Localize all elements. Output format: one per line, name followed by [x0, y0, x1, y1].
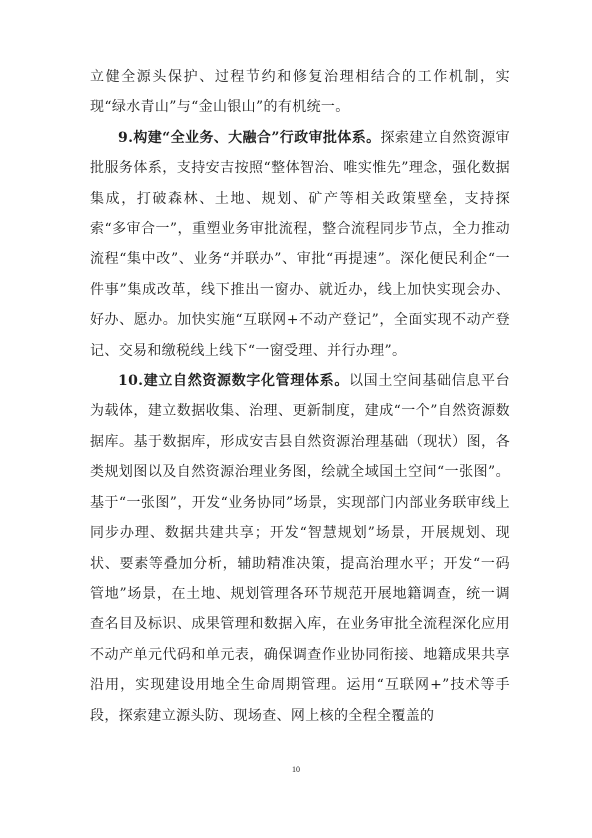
section-10-heading: 10.建立自然资源数字化管理体系。	[118, 373, 350, 390]
page-number: 10	[292, 765, 300, 774]
section-10-paragraph	[90, 366, 510, 731]
section-9-body: 探索建立自然资源审批服务体系，支持安吉按照“整体智治、唯实惟先”理念，强化数据集成，打破森林、土地、规划、矿产等相关政策壁垒，支持探索“多审合一”，重塑业务审批流程，整合流程同步节点，全力推动流程“集中改”、业务“并联办”、审批“再提速”。深化便民利企“一件事”集成改革，线下推出一窗办、就近办，线上加快实现会办、好办、愿办。加快实施“互联网+不动产登记”，全面实现不动产登记、交易和缴税线上线下“一窗受理、并行办理”。	[90, 129, 510, 359]
section-10-body: 以国土空间基础信息平台为载体，建立数据收集、治理、更新制度，建成“一个”自然资源数据库。基于数据库，形成安吉县自然资源治理基础（现状）图，各类规划图以及自然资源治理业务图，绘就全域国土空间“一张图”。基于“一张图”，开发“业务协同”场景，实现部门内部业务联审线上同步办理、数据共建共享；开发“智慧规划”场景，开展规划、现状、要素等叠加分析，辅助精准决策，提高治理水平；开发“一码管地”场景，在土地、规划管理各环节规范开展地籍调查，统一调查名目及标识、成果管理和数据入库，在业务审批全流程深化应用不动产单元代码和单元表，确保调查作业协同衔接、地籍成果共享沿用，实现建设用地全生命周期管理。运用“互联网+”技术等手段，探索建立源头防、现场查、网上核的全程全覆盖的	[90, 373, 510, 724]
intro-paragraph: 立健全源头保护、过程节约和修复治理相结合的工作机制，实现“绿水青山”与“金山银山”的有机统一。	[90, 69, 510, 116]
section-9-paragraph	[90, 123, 510, 366]
document-body	[90, 62, 510, 731]
section-9-heading: 9.构建“全业务、大融合”行政审批体系。	[118, 129, 381, 146]
